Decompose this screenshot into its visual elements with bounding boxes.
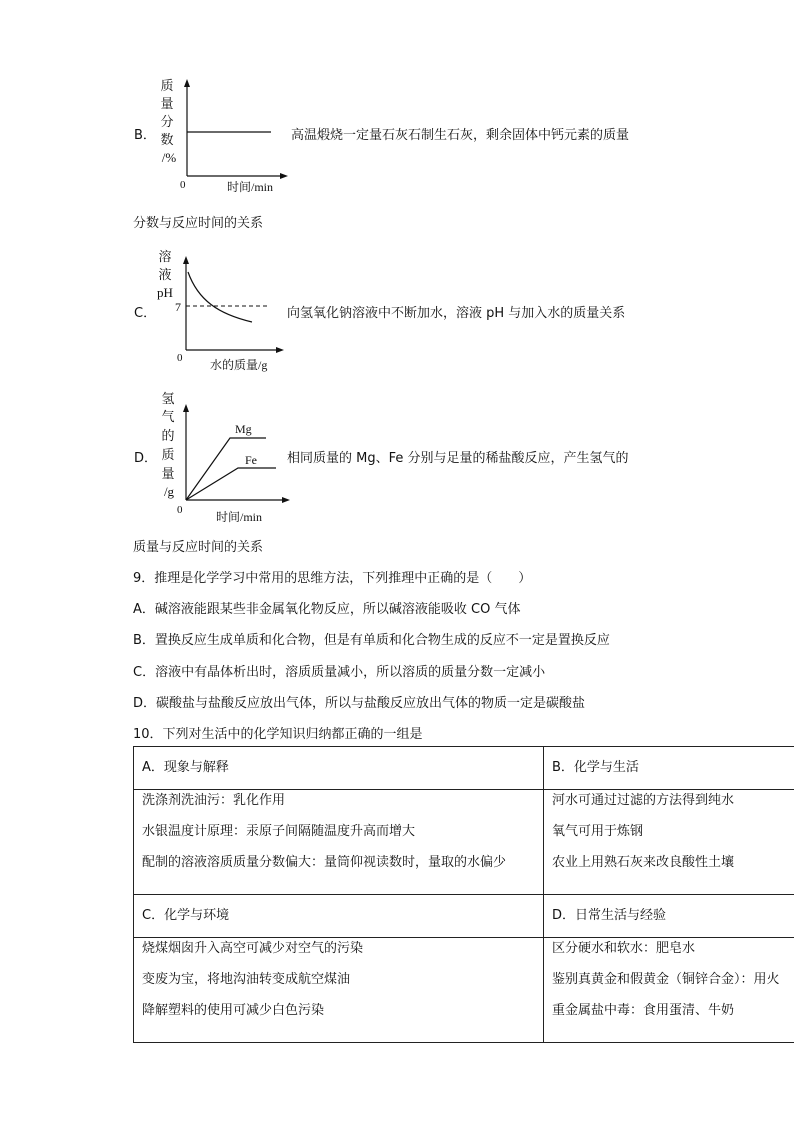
chart-d-fe-label: Fe [245, 453, 257, 467]
chart-c-origin: 0 [177, 352, 183, 364]
chart-d-ylabel-0: 氢 [161, 391, 175, 406]
q10-cell-a-head: A．现象与解释 [134, 747, 544, 790]
q10-cell-a-body [134, 790, 544, 895]
chart-b-ylabel-3: 数 [160, 132, 174, 147]
q10-cell-c-head: C．化学与环境 [134, 895, 544, 938]
q10-cell-b-head: B．化学与生活 [544, 747, 794, 790]
chart-b-origin: 0 [180, 179, 186, 191]
option-d-text-cont: 质量与反应时间的关系 [133, 540, 264, 555]
option-c-text: 向氢氧化钠溶液中不断加水，溶液 pH 与加入水的质量关系 [287, 306, 626, 321]
q9-stem: 9．推理是化学学习中常用的思维方法，下列推理中正确的是（ ） [133, 571, 532, 586]
q10-d-line: 重金属盐中毒：食用蛋清、牛奶 [552, 1003, 735, 1018]
q10-c-line: 变废为宝，将地沟油转变成航空煤油 [142, 972, 351, 987]
q10-cell-c-body [134, 938, 544, 1043]
q10-d-line: 区分硬水和软水：肥皂水 [552, 941, 696, 956]
q9-option-c: C．溶液中有晶体析出时，溶质质量减小，所以溶质的质量分数一定减小 [133, 665, 546, 680]
q9-option-b: B．置换反应生成单质和化合物，但是有单质和化合物生成的反应不一定是置换反应 [133, 633, 610, 648]
option-c-letter: C． [134, 306, 157, 321]
q10-a-line: 洗涤剂洗油污：乳化作用 [142, 793, 286, 808]
chart-c-ylabel-1: 液 [158, 267, 172, 282]
option-d-text: 相同质量的 Mg、Fe 分别与足量的稀盐酸反应，产生氢气的 [287, 451, 629, 466]
q10-c-line: 烧煤烟囱升入高空可减少对空气的污染 [142, 941, 364, 956]
chart-b-ylabel-0: 质 [160, 78, 174, 93]
q10-c-line: 降解塑料的使用可减少白色污染 [142, 1003, 325, 1018]
option-b-letter: B． [134, 128, 156, 143]
chart-d-mg-label: Mg [235, 422, 252, 436]
q10-cell-b-body [544, 790, 794, 895]
q10-d-line: 鉴别真黄金和假黄金（铜锌合金）：用火 [552, 972, 780, 987]
chart-d-xlabel: 时间/min [216, 510, 263, 524]
option-b-text-cont: 分数与反应时间的关系 [133, 216, 264, 231]
chart-d-origin: 0 [177, 504, 183, 516]
q10-stem: 10．下列对生活中的化学知识归纳都正确的一组是 [133, 727, 423, 742]
chart-d-ylabel-5: /g [163, 484, 175, 499]
chart-b-ylabel-2: 分 [160, 114, 174, 129]
chart-b-ylabel-1: 量 [160, 96, 174, 111]
chart-c-ylabel-2: pH [157, 285, 173, 300]
q10-b-line: 农业上用熟石灰来改良酸性土壤 [552, 855, 735, 870]
q10-cell-d-body [544, 938, 794, 1043]
chart-c-ylabel-0: 溶 [158, 249, 172, 264]
chart-d-ylabel-1: 气 [161, 409, 175, 424]
q10-table [133, 746, 794, 1043]
q10-b-line: 氧气可用于炼钢 [552, 824, 644, 839]
chart-d-ylabel-4: 量 [161, 466, 175, 481]
q10-a-line: 配制的溶液溶质质量分数偏大：量筒仰视读数时，量取的水偏少 [142, 855, 507, 870]
option-d-letter: D． [134, 451, 158, 466]
q10-b-line: 河水可通过过滤的方法得到纯水 [552, 793, 735, 808]
chart-c-tick-7: 7 [175, 300, 181, 314]
q10-cell-d-head: D．日常生活与经验 [544, 895, 794, 938]
chart-c-xlabel: 水的质量/g [210, 358, 268, 372]
option-b-text: 高温煅烧一定量石灰石制生石灰，剩余固体中钙元素的质量 [291, 128, 630, 143]
q10-a-line: 水银温度计原理：汞原子间隔随温度升高而增大 [142, 824, 416, 839]
chart-b-xlabel: 时间/min [227, 180, 274, 194]
chart-d-ylabel-3: 质 [161, 447, 175, 462]
q9-option-d: D．碳酸盐与盐酸反应放出气体，所以与盐酸反应放出气体的物质一定是碳酸盐 [133, 696, 586, 711]
chart-d-ylabel-2: 的 [161, 428, 175, 443]
chart-b-ylabel-4: /% [161, 150, 177, 165]
q9-option-a: A．碱溶液能跟某些非金属氧化物反应，所以碱溶液能吸收 CO 气体 [133, 602, 521, 617]
